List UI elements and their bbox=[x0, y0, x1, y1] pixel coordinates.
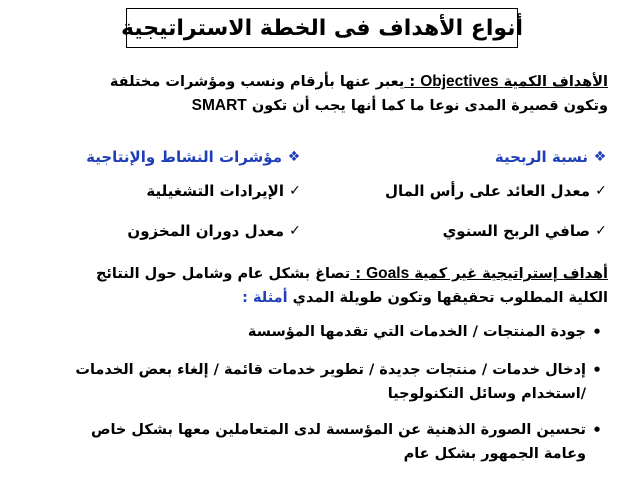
category-heading-activity bbox=[86, 148, 302, 166]
diamond-bullet-icon: ❖ bbox=[593, 149, 607, 165]
slide-title-text: أنواع الأهداف فى الخطة الاستراتيجية bbox=[120, 15, 524, 41]
list-item bbox=[28, 418, 608, 466]
check-icon: ✓ bbox=[595, 183, 607, 199]
goals-definition: تصاغ بشكل عام وشامل حول النتائج bbox=[95, 266, 351, 282]
check-item bbox=[443, 222, 608, 240]
goals-label-en: Goals bbox=[366, 265, 410, 282]
check-item bbox=[127, 222, 302, 240]
goals-line-1 bbox=[33, 262, 608, 286]
list-item-text: إدخال خدمات / منتجات جديدة / تطوير خدمات قائمة / إلغاء بعض الخدمات bbox=[75, 362, 586, 378]
objectives-label: الأهداف الكمية Objectives : bbox=[404, 73, 608, 90]
goals-paragraph bbox=[33, 262, 608, 310]
objectives-line-1 bbox=[33, 70, 608, 94]
check-item-text: معدل العائد على رأس المال bbox=[385, 182, 590, 200]
goals-label: أهداف إستراتيجية غير كمية Goals : bbox=[350, 265, 608, 282]
check-item bbox=[385, 182, 608, 200]
check-item-text: الإيرادات التشغيلية bbox=[146, 182, 284, 200]
check-icon: ✓ bbox=[289, 223, 301, 239]
goals-line-2: الكلية المطلوب تحقيقها وتكون طويلة المدي أمثلة : bbox=[242, 290, 608, 306]
bullet-icon: • bbox=[592, 421, 602, 439]
check-icon: ✓ bbox=[595, 223, 607, 239]
examples-label: أمثلة : bbox=[242, 290, 288, 306]
category-heading-profitability bbox=[495, 148, 608, 166]
slide-title bbox=[120, 8, 524, 48]
check-item bbox=[146, 182, 302, 200]
objectives-line-2: وتكون قصيرة المدى نوعا ما كما أنها يجب أن تكون SMART bbox=[191, 97, 608, 114]
check-item-text: صافي الربح السنوي bbox=[442, 222, 590, 240]
category-heading-profitability-text: نسبة الربحية bbox=[494, 148, 588, 166]
check-icon: ✓ bbox=[289, 183, 301, 199]
objectives-paragraph bbox=[33, 70, 608, 118]
bullet-icon: • bbox=[592, 323, 602, 341]
check-item-text: معدل دوران المخزون bbox=[127, 222, 284, 240]
list-item-text-continued: /استخدام وسائل التكنولوجيا bbox=[387, 386, 586, 402]
list-item-text: جودة المنتجات / الخدمات التي تقدمها المؤسسة bbox=[247, 324, 586, 340]
bullet-icon: • bbox=[592, 361, 602, 379]
list-item-text-continued: وعامة الجمهور بشكل عام bbox=[403, 446, 586, 462]
list-item bbox=[28, 320, 608, 344]
list-item bbox=[28, 358, 608, 406]
objectives-label-en: Objectives bbox=[420, 73, 499, 90]
list-item-text: تحسين الصورة الذهنية عن المؤسسة لدى المتعاملين معها بشكل خاص bbox=[90, 422, 586, 438]
objectives-definition: يعبر عنها بأرقام ونسب ومؤشرات مختلفة bbox=[109, 74, 405, 90]
smart-keyword: SMART bbox=[191, 97, 247, 114]
diamond-bullet-icon: ❖ bbox=[287, 149, 301, 165]
category-heading-activity-text: مؤشرات النشاط والإنتاجية bbox=[86, 148, 282, 166]
